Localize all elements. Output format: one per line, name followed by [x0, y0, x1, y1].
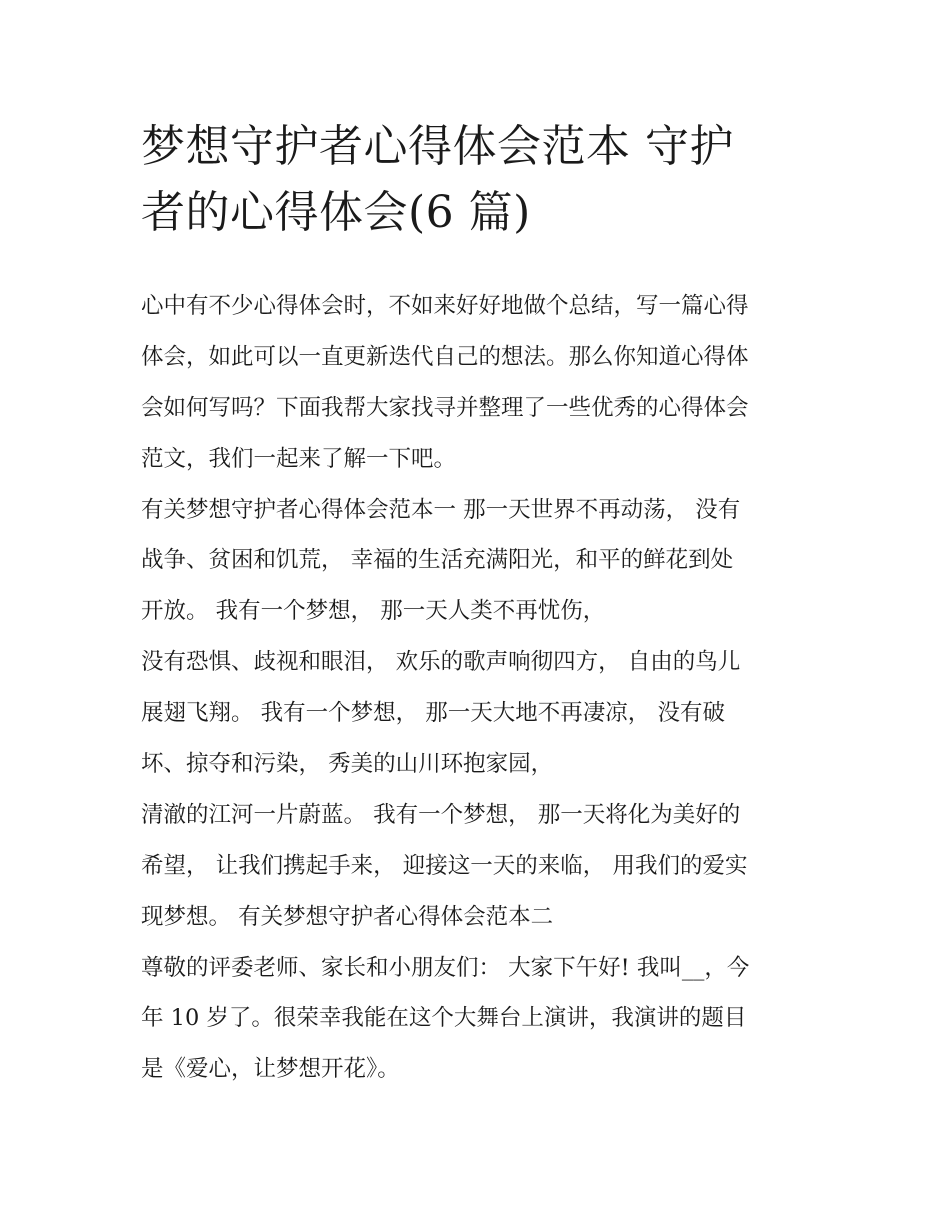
document-title [141, 114, 821, 246]
paragraph-dream-three [141, 790, 821, 943]
text-line: 清澈的江河一片蔚蓝。 我有一个梦想， 那一天将化为美好的 [141, 801, 741, 828]
text-line: 现梦想。 有关梦想守护者心得体会范本二 [141, 903, 554, 930]
text-line: 体会，如此可以一直更新迭代自己的想法。那么你知道心得体 [141, 343, 749, 370]
text-line: 开放。 我有一个梦想， 那一天人类不再忧伤， [141, 598, 606, 625]
paragraph-speech [141, 943, 821, 1096]
text-line: 没有恐惧、歧视和眼泪， 欢乐的歌声响彻四方， 自由的鸟儿 [141, 649, 741, 676]
text-line: 坏、掠夺和污染， 秀美的山川环抱家园， [141, 751, 554, 778]
paragraph-intro [141, 281, 821, 485]
text-line: 会如何写吗？下面我帮大家找寻并整理了一些优秀的心得体会 [141, 394, 749, 421]
text-line: 有关梦想守护者心得体会范本一 那一天世界不再动荡， 没有 [141, 496, 741, 523]
text-line: 希望， 让我们携起手来， 迎接这一天的来临， 用我们的爱实 [141, 852, 748, 879]
paragraph-dream-two [141, 637, 821, 790]
text-line: 展翅飞翔。 我有一个梦想， 那一天大地不再凄凉， 没有破 [141, 700, 725, 727]
title-line-1: 梦想守护者心得体会范本 守护 [141, 121, 734, 172]
document-body [141, 281, 821, 1095]
text-line: 尊敬的评委老师、家长和小朋友们： 大家下午好! 我叫__，今 [141, 954, 750, 981]
text-line: 年 10 岁了。很荣幸我能在这个大舞台上演讲，我演讲的题目 [141, 1005, 747, 1032]
text-line: 战争、贫困和饥荒， 幸福的生活充满阳光，和平的鲜花到处 [141, 547, 734, 574]
text-line: 心中有不少心得体会时，不如来好好地做个总结，写一篇心得 [141, 293, 749, 319]
text-line: 是《爱心，让梦想开花》。 [141, 1056, 400, 1083]
paragraph-sample-one [141, 485, 821, 638]
title-line-2: 者的心得体会(6 篇) [141, 187, 531, 238]
text-line: 范文，我们一起来了解一下吧。 [141, 445, 457, 472]
